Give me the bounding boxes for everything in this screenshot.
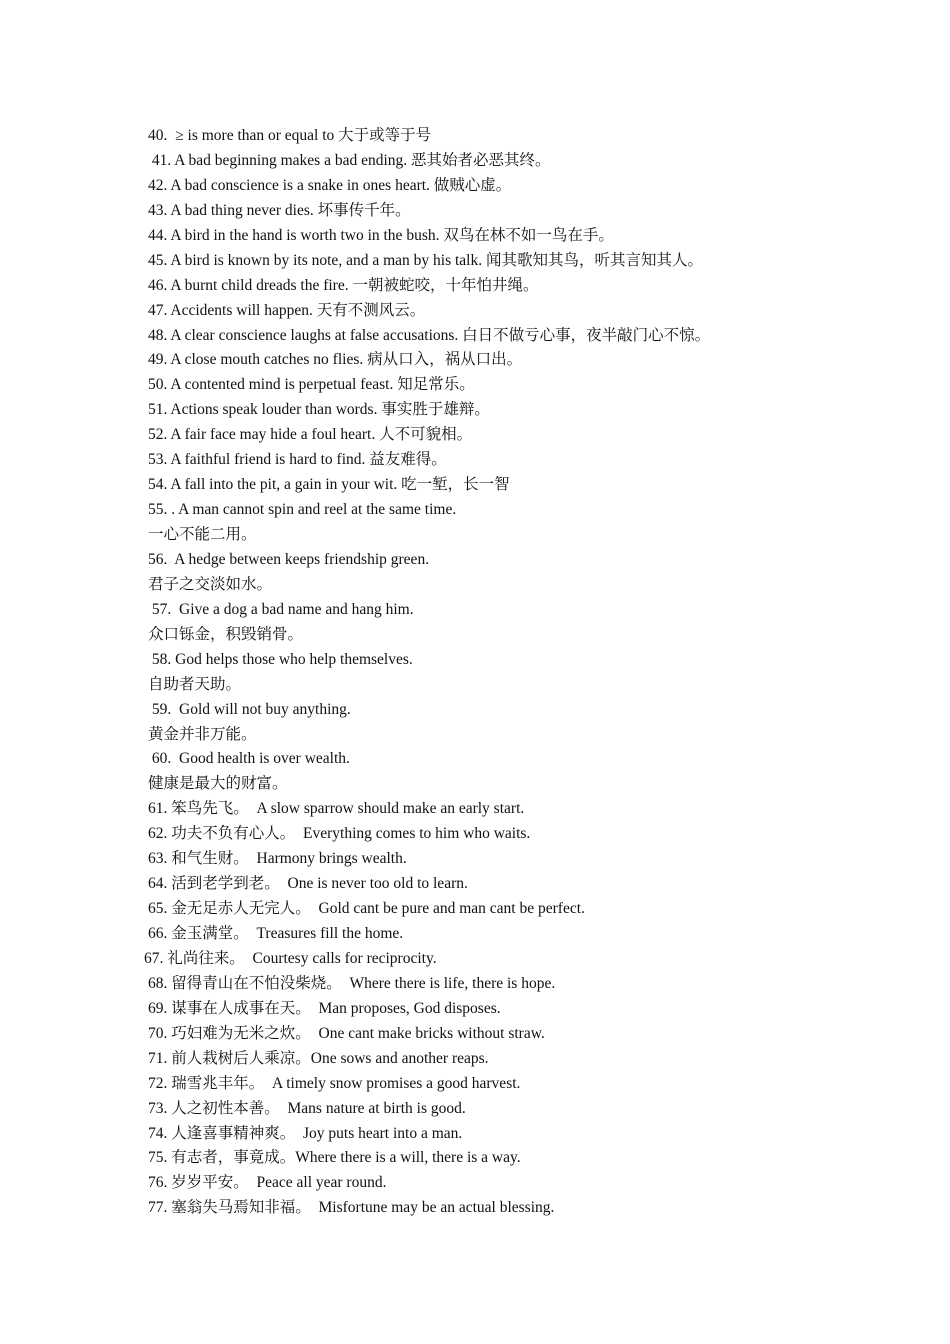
list-line: 42. A bad conscience is a snake in ones heart. 做贼心虚。 [148, 176, 512, 194]
list-line: 73. 人之初性本善。 Mans nature at birth is good. [148, 1099, 466, 1117]
list-line: 45. A bird is known by its note, and a man by his talk. 闻其歌知其鸟，听其言知其人。 [148, 251, 703, 269]
list-line: 76. 岁岁平安。 Peace all year round. [148, 1174, 387, 1192]
list-line: 54. A fall into the pit, a gain in your wit. 吃一堑，长一智 [148, 476, 510, 494]
list-line: 74. 人逢喜事精神爽。 Joy puts heart into a man. [148, 1124, 463, 1142]
list-line: 66. 金玉满堂。 Treasures fill the home. [148, 925, 404, 942]
list-line: 一心不能二用。 [148, 526, 257, 543]
list-line: 53. A faithful friend is hard to find. 益友难得。 [148, 451, 447, 469]
list-line: 61. 笨鸟先飞。 A slow sparrow should make an early start. [148, 800, 525, 818]
list-line: 68. 留得青山在不怕没柴烧。 Where there is life, there is hope. [148, 974, 556, 992]
list-line: 75. 有志者，事竟成。Where there is a will, there is a way. [148, 1149, 521, 1167]
list-line: 健康是最大的财富。 [148, 775, 288, 793]
list-line: 56. A hedge between keeps friendship green. [148, 550, 430, 568]
list-line: 黄金并非万能。 [148, 725, 257, 743]
list-line: 69. 谋事在人成事在天。 Man proposes, God disposes. [148, 999, 501, 1017]
list-line: 52. A fair face may hide a foul heart. 人不可貌相。 [148, 426, 473, 444]
proverb-list [144, 124, 908, 1221]
list-line: 41. A bad beginning makes a bad ending. 恶其始者必恶其终。 [148, 151, 551, 169]
list-line: 58. God helps those who help themselves. [148, 650, 413, 668]
list-line: 君子之交淡如水。 [148, 575, 273, 593]
list-line: 72. 瑞雪兆丰年。 A timely snow promises a good harvest. [148, 1074, 521, 1092]
list-line: 47. Accidents will happen. 天有不测风云。 [148, 301, 426, 319]
list-line: 64. 活到老学到老。 One is never too old to learn. [148, 875, 468, 893]
list-line: 63. 和气生财。 Harmony brings wealth. [148, 850, 407, 868]
list-line: 48. A clear conscience laughs at false accusations. 白日不做亏心事，夜半敲门心不惊。 [148, 326, 711, 344]
list-line: 67. 礼尚往来。 Courtesy calls for reciprocity. [144, 949, 437, 967]
list-line: 60. Good health is over wealth. [148, 750, 350, 768]
list-line: 65. 金无足赤人无完人。 Gold cant be pure and man cant be perfect. [148, 900, 585, 918]
list-line: 70. 巧妇难为无米之炊。 One cant make bricks without straw. [148, 1024, 545, 1042]
list-line: 44. A bird in the hand is worth two in the bush. 双鸟在林不如一鸟在手。 [148, 226, 614, 244]
list-line: 55. . A man cannot spin and reel at the same time. [148, 501, 457, 519]
list-line: 43. A bad thing never dies. 坏事传千年。 [148, 201, 411, 219]
list-line: 77. 塞翁失马焉知非福。 Misfortune may be an actual blessing. [148, 1199, 555, 1217]
list-line: 众口铄金，积毁销骨。 [148, 625, 304, 643]
list-line: 40. ≥ is more than or equal to 大于或等于号 [148, 127, 432, 144]
list-line: 49. A close mouth catches no flies. 病从口入，祸从口出。 [148, 351, 523, 369]
list-line: 57. Give a dog a bad name and hang him. [148, 600, 414, 618]
list-line: 自助者天助。 [148, 675, 242, 693]
list-line: 59. Gold will not buy anything. [148, 700, 351, 718]
list-line: 46. A burnt child dreads the fire. 一朝被蛇咬，十年怕井绳。 [148, 276, 539, 294]
list-line: 62. 功夫不负有心人。 Everything comes to him who waits. [148, 825, 531, 843]
list-line: 51. Actions speak louder than words. 事实胜于雄辩。 [148, 401, 490, 419]
list-line: 71. 前人栽树后人乘凉。One sows and another reaps. [148, 1049, 489, 1067]
list-line: 50. A contented mind is perpetual feast. 知足常乐。 [148, 376, 475, 394]
